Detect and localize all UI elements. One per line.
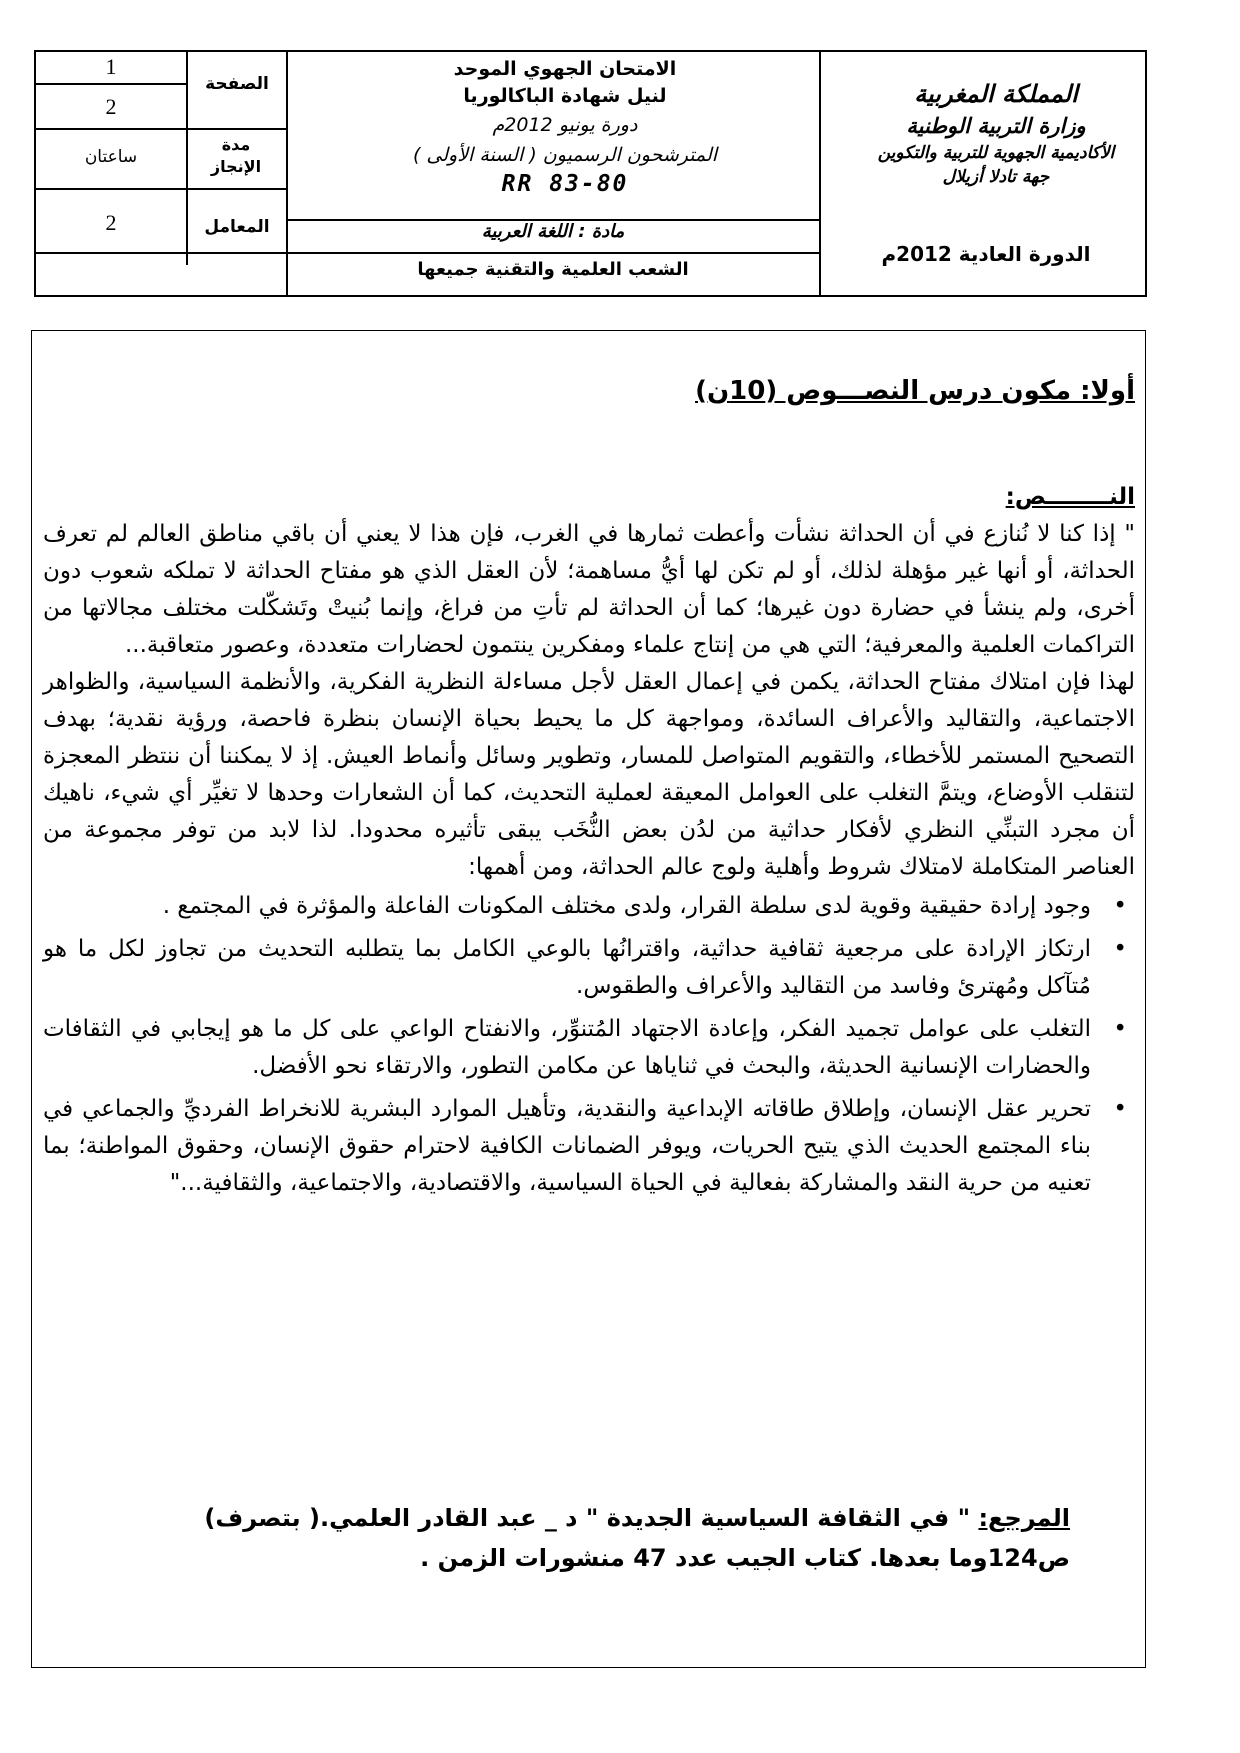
academy-name: الأكاديمية الجهوية للتربية والتكوين (877, 143, 1115, 163)
header-divider (36, 252, 286, 254)
reference-label: المرجع: (978, 1504, 1070, 1532)
exam-candidates: المترشحون الرسميون ( السنة الأولى ) (412, 144, 718, 166)
handwritten-code: RR 83-80 (501, 171, 629, 197)
list-item (43, 1011, 1135, 1085)
exam-title: الامتحان الجهوي الموحد (453, 58, 677, 80)
duration-label: مدة الإنجاز (210, 135, 262, 176)
bullet-icon: • (1113, 1016, 1127, 1042)
section-title: أولا: مكون درس النصـــوص (10ن) (695, 376, 1135, 406)
coefficient-label: المعامل (204, 217, 270, 237)
header-divider (286, 52, 288, 295)
subject: مادة : اللغة العربية (481, 221, 625, 242)
exam-purpose: لنيل شهادة الباكالوريا (463, 85, 667, 107)
streams: الشعب العلمية والتقنية جميعها (417, 259, 689, 280)
paragraph: " إذا كنا لا نُنازع في أن الحداثة نشأت وأعطت ثمارها في الغرب، فإن هذا لا يعني أن باقي مناطق العالم لم تعرف الحداثة، أو أنها غير مؤهلة لذلك، أو لم تكن لها أيُّ مساهمة؛ لأن العقل الذي هو مفتاح الحداثة لا تملكه شعوب دون أخرى، ولم ينشأ في حضارة دون غيرها؛ كما أن الحداثة لم تأتِ من فراغ، وإنما بُنيتْ وتَشكّلت مختلف مجالاتها من التراكمات العلمية والمعرفية؛ التي هي من إنتاج علماء ومفكرين ينتمون لحضارات متعددة، وعصور متعاقبة... (43, 521, 1135, 658)
bullet-icon: • (1113, 893, 1127, 919)
header-divider (286, 252, 819, 254)
text-body (43, 331, 1135, 1202)
page-label: الصفحة (205, 74, 269, 94)
list-item-text: التغلب على عوامل تجميد الفكر، وإعادة الاجتهاد المُتنوِّر، والانفتاح الواعي على كل ما هو إيجابي في الثقافات والحضارات الإنسانية الحديثة، والبحث في ثناياها عن مكامن التطور، والارتقاء نحو الأفضل. (43, 1016, 1091, 1079)
list-item-text: ارتكاز الإرادة على مرجعية ثقافية حداثية، واقترانُها بالوعي الكامل بما يتطلبه التحديث من تجاوز لكل ما هو مُتآكل ومُهترئ وفاسد من التقاليد والأعراف والطقوس. (43, 936, 1091, 999)
exam-header (34, 50, 1147, 297)
duration-value: ساعتان (84, 147, 138, 167)
bullet-icon: • (1113, 936, 1127, 962)
header-divider (36, 128, 286, 130)
region-name: جهة تادلا أزيلال (942, 167, 1050, 187)
conditions-list (43, 888, 1135, 1202)
reference (140, 1498, 1070, 1578)
kingdom-name: المملكة المغربية (914, 80, 1078, 108)
session-label: الدورة العادية 2012م (881, 242, 1091, 266)
exam-info (289, 56, 841, 198)
exam-session-date: دورة يونيو 2012م (492, 114, 638, 136)
exam-content (31, 330, 1146, 1668)
list-item (43, 888, 1135, 925)
bullet-icon: • (1113, 1096, 1127, 1122)
header-divider (36, 188, 286, 190)
coefficient-value: 2 (105, 210, 117, 235)
reference-text: " في الثقافة السياسية الجديدة " د _ عبد القادر العلمي.( بتصرف) ص124وما بعدها. كتاب الجيب عدد 47 منشورات الزمن . (204, 1504, 1070, 1572)
list-item-text: تحرير عقل الإنسان، وإطلاق طاقاته الإبداعية والنقدية، وتأهيل الموارد البشرية للانخراط الفرديِّ والجماعي في بناء المجتمع الحديث الذي يتيح الحريات، ويوفر الضمانات الكافية لاحترام حقوق الإنسان، وحقوق المواطنة؛ بما تعنيه من حرية النقد والمشاركة بفعالية في الحياة السياسية، والاقتصادية، والاجتماعية، والثقافية..." (43, 1096, 1091, 1196)
paragraph: لهذا فإن امتلاك مفتاح الحداثة، يكمن في إعمال العقل لأجل مساءلة النظرية الفكرية، والأنظمة السياسية، والظواهر الاجتماعية، والتقاليد والأعراف السائدة، ومواجهة كل ما يحيط بحياة الإنسان بنظرة فاحصة، ورؤية نقدية؛ بهدف التصحيح المستمر للأخطاء، والتقويم المتواصل للمسار، وتطوير وسائل وأنماط العيش. إذ لا يمكننا أن ننتظر المعجزة لتنقلب الأوضاع، ويتمَّ التغلب على العوامل المعيقة لعملية التحديث، كما أن الشعارات وحدها لا تغيِّر أي شيء، ناهيك أن مجرد التبنِّي النظري لأفكار حداثية من لدُن بعض النُّخَب يبقى تأثيره محدودا. لذا لابد من توفر مجموعة من العناصر المتكاملة لامتلاك شروط وأهلية ولوج عالم الحداثة، ومن أهمها: (43, 669, 1135, 880)
list-item-text: وجود إرادة حقيقية وقوية لدى سلطة القرار، ولدى مختلف المكونات الفاعلة والمؤثرة في المجتمع . (162, 893, 1091, 919)
list-item (43, 931, 1135, 1005)
header-divider (36, 83, 186, 85)
ministry-name: وزارة التربية الوطنية (906, 114, 1086, 138)
page-number-total: 2 (105, 94, 117, 119)
ministry-block (846, 77, 1146, 189)
list-item (43, 1091, 1135, 1202)
text-label: النــــــــص: (1005, 484, 1135, 510)
page-number-current: 1 (105, 54, 117, 79)
